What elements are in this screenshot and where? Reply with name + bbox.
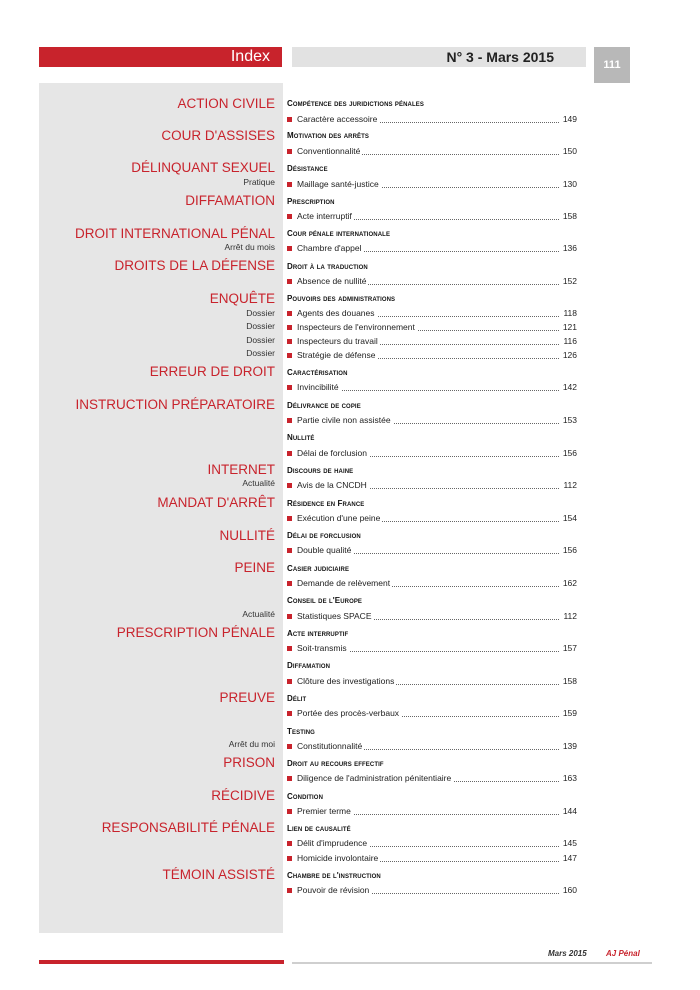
entry-page-number: 147 (562, 853, 577, 863)
entry-page-number: 158 (562, 211, 577, 221)
footer-red-rule (39, 960, 284, 964)
entry-label: Demande de relèvement (297, 578, 391, 588)
index-entry (287, 577, 577, 589)
entry-page-number: 150 (562, 146, 577, 156)
topic-heading: INTERNET (207, 462, 275, 477)
entry-label: Absence de nullité (297, 276, 367, 286)
square-bullet-icon (287, 516, 292, 521)
square-bullet-icon (287, 451, 292, 456)
page-number-box (594, 47, 630, 83)
index-title: Index (230, 48, 270, 65)
footer-publication: AJ Pénal (606, 949, 640, 958)
index-entry (287, 544, 577, 556)
square-bullet-icon (287, 483, 292, 488)
topic-heading: DÉLINQUANT SEXUEL (131, 160, 275, 175)
square-bullet-icon (287, 117, 292, 122)
index-entry (287, 642, 577, 654)
entry-page-number: 118 (563, 308, 577, 318)
issue-header-bar (292, 47, 586, 67)
entry-page-number: 160 (562, 885, 577, 895)
index-header-bar (39, 47, 282, 67)
entry-label: Pouvoir de révision (297, 885, 370, 895)
square-bullet-icon (287, 339, 292, 344)
square-bullet-icon (287, 182, 292, 187)
entry-page-number: 159 (562, 708, 577, 718)
index-entry (287, 772, 577, 784)
section-heading: Droit à la traduction (287, 262, 368, 271)
index-entry (287, 740, 577, 752)
square-bullet-icon (287, 279, 292, 284)
section-heading: Droit au recours effectif (287, 759, 384, 768)
index-entry (287, 242, 577, 254)
section-heading: Nullité (287, 433, 315, 442)
square-bullet-icon (287, 353, 292, 358)
square-bullet-icon (287, 856, 292, 861)
index-entry (287, 707, 577, 719)
topic-heading: RESPONSABILITÉ PÉNALE (101, 820, 275, 835)
section-heading: Motivation des arrêts (287, 131, 369, 140)
square-bullet-icon (287, 214, 292, 219)
entry-page-number: 162 (562, 578, 577, 588)
entry-page-number: 163 (562, 773, 577, 783)
index-entry (287, 349, 577, 361)
entry-label: Premier terme (297, 806, 351, 816)
entry-label: Agents des douanes (297, 308, 375, 318)
section-heading: Lien de causalité (287, 824, 351, 833)
issue-label: N° 3 - Mars 2015 (446, 49, 554, 65)
entry-label: Soit-transmis (297, 643, 347, 653)
square-bullet-icon (287, 809, 292, 814)
topic-heading: MANDAT D'ARRÊT (157, 495, 275, 510)
entry-label: Caractère accessoire (297, 114, 378, 124)
entry-label: Portée des procès-verbaux (297, 708, 400, 718)
index-entry (287, 852, 577, 864)
entry-page-number: 153 (562, 415, 577, 425)
entry-label: Maillage santé-justice (297, 179, 379, 189)
section-heading: Délivrance de copie (287, 401, 361, 410)
page-number: 111 (603, 59, 621, 71)
entry-label: Avis de la CNCDH (297, 480, 367, 490)
entry-label: Stratégie de défense (297, 350, 376, 360)
square-bullet-icon (287, 614, 292, 619)
square-bullet-icon (287, 581, 292, 586)
topic-subtag: Dossier (246, 308, 275, 318)
topic-heading: PREUVE (219, 690, 275, 705)
square-bullet-icon (287, 385, 292, 390)
topic-heading: ACTION CIVILE (177, 96, 275, 111)
topic-heading: DROIT INTERNATIONAL PÉNAL (74, 226, 275, 241)
index-entry (287, 381, 577, 393)
entry-label: Diligence de l'administration pénitentiaire (297, 773, 452, 783)
entry-page-number: 158 (562, 676, 577, 686)
topic-heading: NULLITÉ (219, 528, 275, 543)
square-bullet-icon (287, 744, 292, 749)
index-entry (287, 178, 577, 190)
entry-label: Exécution d'une peine (297, 513, 381, 523)
index-entry (287, 307, 577, 319)
entry-page-number: 156 (562, 545, 577, 555)
section-heading: Acte interruptif (287, 629, 349, 638)
entry-page-number: 121 (562, 322, 577, 332)
index-entry (287, 447, 577, 459)
index-entry (287, 275, 577, 287)
topic-heading: DIFFAMATION (185, 193, 275, 208)
section-heading: Délai de forclusion (287, 531, 361, 540)
entry-label: Clôture des investigations (297, 676, 395, 686)
entry-label: Inspecteurs de l'environnement (297, 322, 415, 332)
section-heading: Cour pénale internationale (287, 229, 391, 238)
section-heading: Résidence en France (287, 499, 365, 508)
entry-page-number: 112 (563, 480, 577, 490)
entry-label: Délai de forclusion (297, 448, 367, 458)
entry-label: Homicide involontaire (297, 853, 379, 863)
section-heading: Discours de haine (287, 466, 354, 475)
index-entry (287, 145, 577, 157)
entry-page-number: 126 (562, 350, 577, 360)
topic-heading: PRESCRIPTION PÉNALE (116, 625, 275, 640)
entry-page-number: 136 (562, 243, 577, 253)
index-entry (287, 805, 577, 817)
section-heading: Caractérisation (287, 368, 348, 377)
entry-page-number: 154 (562, 513, 577, 523)
topic-subtag: Pratique (243, 177, 275, 187)
square-bullet-icon (287, 679, 292, 684)
square-bullet-icon (287, 149, 292, 154)
section-heading: Désistance (287, 164, 328, 173)
index-entry (287, 610, 577, 622)
topic-heading: DROITS DE LA DÉFENSE (114, 258, 275, 273)
topic-subtag: Actualité (242, 609, 275, 619)
section-heading: Conseil de l'Europe (287, 596, 363, 605)
index-entry (287, 675, 577, 687)
entry-page-number: 142 (562, 382, 577, 392)
entry-page-number: 149 (562, 114, 577, 124)
index-entry (287, 512, 577, 524)
index-entry (287, 479, 577, 491)
section-heading: Délit (287, 694, 307, 703)
entry-page-number: 139 (562, 741, 577, 751)
index-entry (287, 113, 577, 125)
section-heading: Diffamation (287, 661, 331, 670)
index-entry (287, 210, 577, 222)
topic-heading: RÉCIDIVE (211, 788, 275, 803)
entry-label: Inspecteurs du travail (297, 336, 378, 346)
entry-label: Acte interruptif (297, 211, 352, 221)
section-heading: Condition (287, 792, 324, 801)
index-entry (287, 837, 577, 849)
square-bullet-icon (287, 246, 292, 251)
topic-subtag: Dossier (246, 321, 275, 331)
entry-label: Chambre d'appel (297, 243, 362, 253)
entry-page-number: 152 (562, 276, 577, 286)
square-bullet-icon (287, 646, 292, 651)
topic-heading: PEINE (234, 560, 275, 575)
entry-page-number: 116 (563, 336, 577, 346)
entry-label: Double qualité (297, 545, 352, 555)
topic-subtag: Dossier (246, 335, 275, 345)
topic-heading: PRISON (223, 755, 275, 770)
index-entry (287, 414, 577, 426)
topic-heading: COUR D'ASSISES (161, 128, 275, 143)
entry-page-number: 157 (562, 643, 577, 653)
entry-page-number: 156 (562, 448, 577, 458)
entry-label: Constitutionnalité (297, 741, 363, 751)
footer-grey-rule (292, 962, 652, 964)
index-entry (287, 884, 577, 896)
topic-heading: TÉMOIN ASSISTÉ (162, 867, 275, 882)
square-bullet-icon (287, 888, 292, 893)
square-bullet-icon (287, 841, 292, 846)
section-heading: Testing (287, 727, 315, 736)
entry-page-number: 130 (562, 179, 577, 189)
entry-page-number: 145 (562, 838, 577, 848)
entry-label: Conventionnalité (297, 146, 361, 156)
section-heading: Chambre de l'instruction (287, 871, 381, 880)
entry-label: Partie civile non assistée (297, 415, 391, 425)
entry-label: Statistiques SPACE (297, 611, 372, 621)
entry-label: Délit d'imprudence (297, 838, 368, 848)
section-heading: Prescription (287, 197, 335, 206)
section-heading: Compétence des juridictions pénales (287, 99, 424, 108)
entry-page-number: 144 (562, 806, 577, 816)
entry-page-number: 112 (563, 611, 577, 621)
topic-subtag: Arrêt du moi (228, 739, 275, 749)
topic-subtag: Arrêt du mois (224, 242, 275, 252)
section-heading: Pouvoirs des administrations (287, 294, 396, 303)
square-bullet-icon (287, 776, 292, 781)
index-entry (287, 321, 577, 333)
square-bullet-icon (287, 548, 292, 553)
square-bullet-icon (287, 311, 292, 316)
topic-subtag: Dossier (246, 348, 275, 358)
topic-subtag: Actualité (242, 478, 275, 488)
square-bullet-icon (287, 711, 292, 716)
topic-heading: INSTRUCTION PRÉPARATOIRE (75, 397, 275, 412)
square-bullet-icon (287, 325, 292, 330)
section-heading: Casier judiciaire (287, 564, 350, 573)
square-bullet-icon (287, 418, 292, 423)
entry-label: Invincibilité (297, 382, 339, 392)
footer-date: Mars 2015 (548, 949, 587, 958)
topic-heading: ENQUÊTE (209, 291, 275, 306)
topic-heading: ERREUR DE DROIT (149, 364, 275, 379)
index-entry (287, 335, 577, 347)
